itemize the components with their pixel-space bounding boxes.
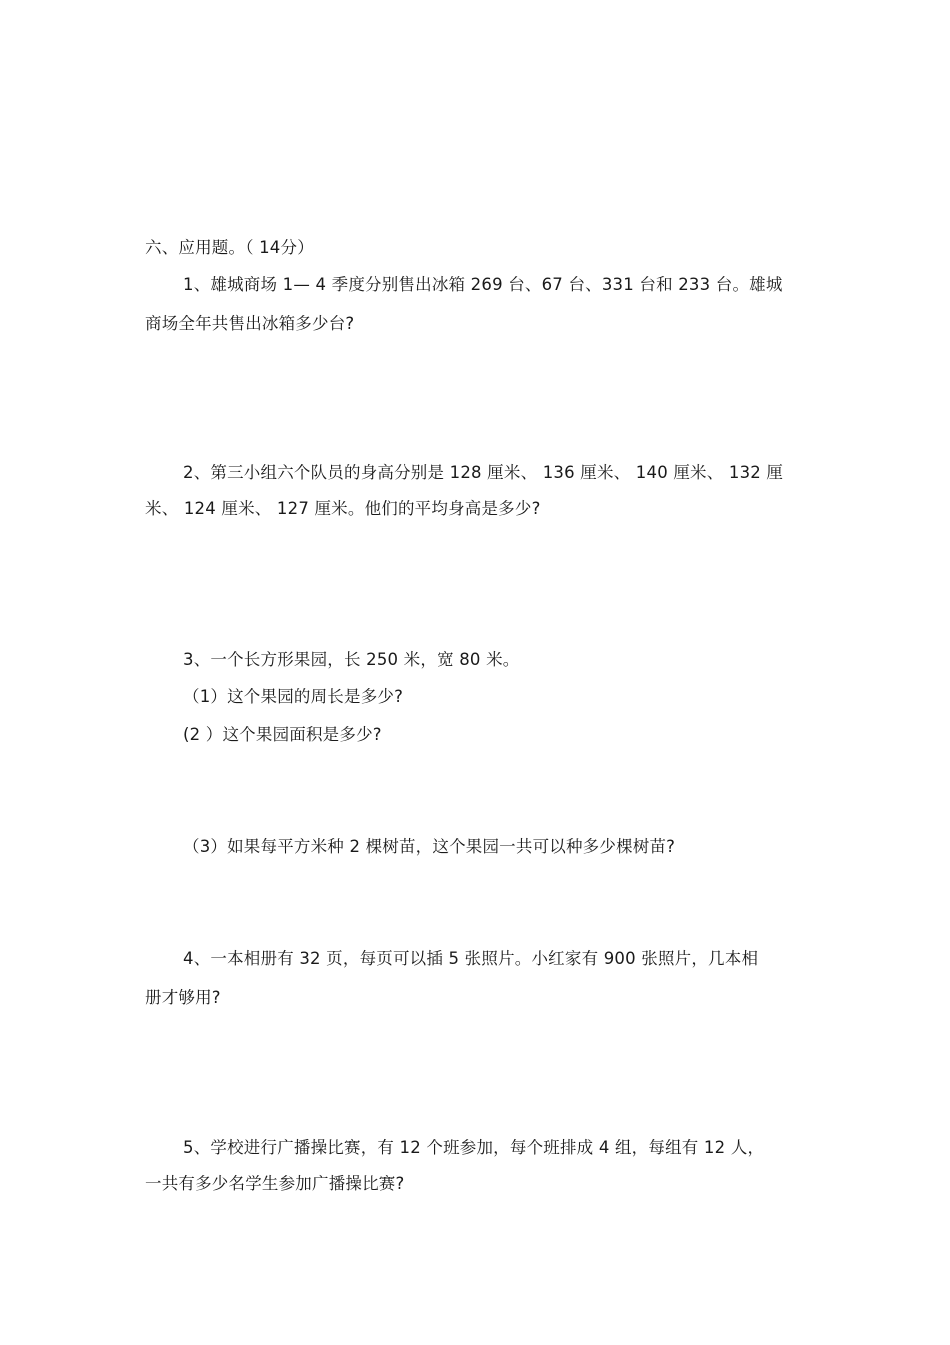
question-3-subquestion-3: （3）如果每平方米种 2 棵树苗，这个果园一共可以种多少棵树苗?	[183, 837, 676, 856]
question-3-subquestion-2: (2 ）这个果园面积是多少?	[183, 725, 382, 744]
section-title: 六、应用题。（ 14分）	[145, 238, 314, 257]
question-4-line-1: 4、一本相册有 32 页，每页可以插 5 张照片。小红家有 900 张照片，几本相	[183, 949, 759, 968]
question-2-line-2: 米、 124 厘米、 127 厘米。他们的平均身高是多少?	[145, 499, 541, 518]
question-3-subquestion-1: （1）这个果园的周长是多少?	[183, 687, 404, 706]
question-2-line-1: 2、第三小组六个队员的身高分别是 128 厘米、 136 厘米、 140 厘米、 132 厘	[183, 463, 784, 482]
question-5-line-1: 5、学校进行广播操比赛，有 12 个班参加，每个班排成 4 组，每组有 12 人，	[183, 1138, 765, 1157]
question-1-line-2: 商场全年共售出冰箱多少台?	[145, 314, 355, 333]
question-1-line-1: 1、雄城商场 1— 4 季度分别售出冰箱 269 台、67 台、331 台和 233 台。雄城	[183, 275, 783, 294]
question-4-line-2: 册才够用?	[145, 988, 221, 1007]
question-3-line-1: 3、一个长方形果园，长 250 米，宽 80 米。	[183, 650, 520, 669]
question-5-line-2: 一共有多少名学生参加广播操比赛?	[145, 1174, 405, 1193]
